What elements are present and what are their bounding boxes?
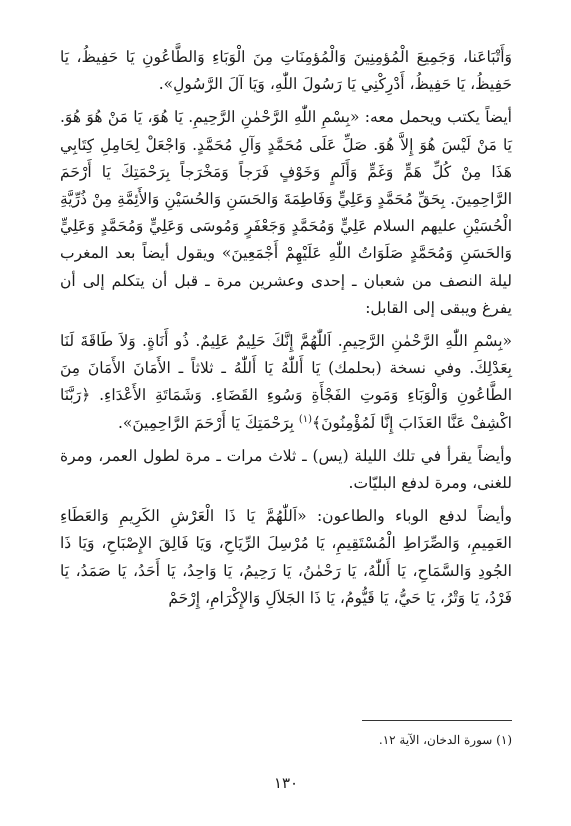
paragraph-2: أيضاً يكتب ويحمل معه: «بِسْمِ اللّٰهِ الرَّحْمٰنِ الرَّحِيمِ. يَا هُوَ، يَا مَنْ هُوَ هُوَ. يَا مَنْ لَيْسَ هُوَ إِلاَّ هُوَ. صَلِّ عَلَى مُحَمَّدٍ وَآلِ مُحَمَّدٍ. وَاجْعَلْ لِحَامِلِ كِتَابِي هَذَا مِنْ كُلِّ هَمٍّ وَغَمٍّ وَأَلَمٍ وَخَوْفٍ فَرَجاً وَمَخْرَجاً بِرَحْمَتِكَ يَا أَرْحَمَ الرَّاحِمِينَ. بِحَقِّ مُحَمَّدٍ وَعَلِيٍّ وَفَاطِمَةَ وَالحَسَنِ وَالحُسَيْنِ وَالأَئِمَّةِ مِنْ ذُرِّيَّةِ الْحُسَيْنِ عليهم السلام عَلِيٍّ وَمُحَمَّدٍ وَجَعْفَرٍ وَمُوسَى وَعَلِيٍّ وَمُحَمَّدٍ وَعَلِيٍّ وَالحَسَنِ وَمُحَمَّدٍ صَلَوَاتُ اللّٰهِ عَلَيْهِمْ أَجْمَعِينَ» ويقول أيضاً بعد المغرب ليلة النصف من شعبان ـ إحدى وعشرين مرة ـ قبل أن يتكلم إلى أن يفرغ ويبقى إلى القابل: — [60, 108, 512, 317]
footnote: (١) سورة الدخان، الآية ١٢. — [378, 733, 512, 747]
book-page — [60, 44, 512, 792]
paragraph-3-tail: بِرَحْمَتِكَ يَا أَرْحَمَ الرَّاحِمِينَ». — [117, 413, 299, 432]
paragraph-5: وأيضاً لدفع الوباء والطاعون: «اَللّٰهُمَّ يَا ذَا الْعَرْشِ الكَرِيمِ وَالعَطَاءِ العَمِيمِ، وَالصِّرَاطِ الْمُسْتَقِيمِ، يَا مُرْسِلَ الرِّيَاحِ، وَيَا فَالِقَ الإِصْبَاحِ، وَيَا ذَا الجُودِ وَالسَّمَاحِ، يَا أَللّٰهُ، يَا رَحْمٰنُ، يَا رَحِيمُ، يَا وَاحِدُ، يَا أَحَدُ، يَا صَمَدُ، يَا فَرْدُ، يَا وَتْرُ، يَا حَيُّ، يَا قَيُّومُ، يَا ذَا الجَلاَلِ وَالإِكْرَامِ، إِرْحَمْ — [60, 507, 512, 607]
footnote-reference: (١) — [298, 413, 313, 425]
footnote-divider — [362, 720, 512, 721]
paragraph-3 — [60, 328, 512, 437]
paragraph-3-text: «بِسْمِ اللّٰهِ الرَّحْمٰنِ الرَّحِيمِ. اَللّٰهُمَّ إِنَّكَ حَلِيمٌ عَلِيمٌ. ذُو أَنَاةٍ. وَلاَ طَاقَةَ لَنَا بِعَدْلِكَ. وفي نسخة (بحلمك) يَا أَللّٰهُ يَا أَللّٰهُ ـ ثلاثاً ـ الأَمَانَ الأَمَانَ مِنَ الطَّاعُونِ وَالْوَبَاءِ وَمَوتِ الفَجْأَةِ وَسُوءِ القَضَاءِ. وَشَمَاتَةِ الأَعْدَاءِ. ﴿رَبَّنَا اكْشِفْ عَنَّا العَذَابَ إِنَّا لَمُؤْمِنُونَ﴾ — [60, 332, 512, 432]
paragraph-4: وأيضاً يقرأ في تلك الليلة (يس) ـ ثلاث مرات ـ مرة لطول العمر، ومرة للغنى، ومرة لدفع البليّات. — [60, 446, 512, 493]
paragraph-1: وَأَتْبَاعَنا، وَجَمِيعَ الْمُؤمِنِينَ وَالْمُؤمِنَاتِ مِنَ الْوَبَاءِ وَالطَّاعُونِ يَا حَفِيظُ، يَا حَفِيظُ، يَا حَفِيظُ، أَدْرِكْنِي يَا رَسُولَ اللّٰهِ، وَيَا آلَ الرَّسُولِ». — [60, 48, 512, 94]
page-number: ١٣٠ — [273, 774, 299, 792]
